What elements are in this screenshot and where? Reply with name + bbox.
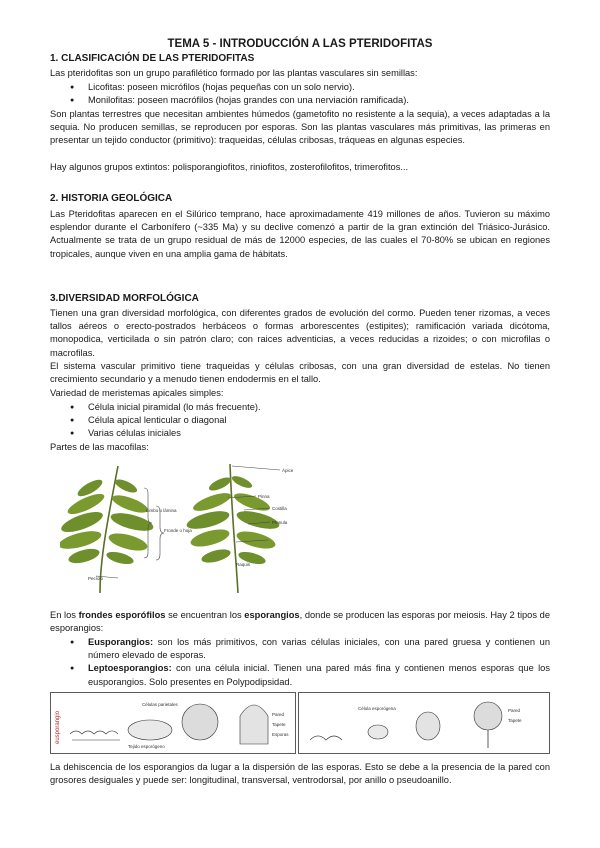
page-title: TEMA 5 - INTRODUCCIÓN A LAS PTERIDOFITAS	[167, 38, 433, 50]
leptosporangium-development-diagram	[298, 692, 550, 754]
section-2-paragraph: Las Pteridofitas aparecen en el Silúrico temprano, hace aproximadamente 419 millones de años. Tuvieron su máximo esplendor durante el Carbonífero (~335 Ma) y su declive comenzó a partir de la gran extinción del Triásico-Jurásico. Actualmente se trata de un grupo residual de más de 12000 especies, de las cuales el 70-80% se ubican en regiones tropicales, aunque viven en una amplia gama de hábitats.	[50, 209, 550, 259]
term-leptoesporangios: Leptoesporangios:	[88, 663, 172, 674]
list-item: ● Varias células iniciales	[70, 427, 550, 440]
classification-list	[70, 81, 550, 107]
term-eusporangios: Eusporangios:	[88, 637, 154, 647]
label-costilla: Costilla	[272, 506, 287, 511]
extinct-groups-text: Hay algunos grupos extintos: polisporangiofitos, riniofitos, zosterofilofitos, trimerofitos...	[50, 162, 409, 172]
label-celula-esporogena: Célula esporógena	[358, 706, 396, 711]
label-pinna: Pinna	[258, 494, 270, 499]
fern-frond-diagram	[60, 458, 320, 598]
list-item: ● Célula inicial piramidal (lo más frecuente).	[70, 401, 550, 414]
label-fronde: Fronde o hoja	[164, 528, 192, 533]
label-apice: Ápice	[282, 468, 294, 473]
diagram-side-label: eusporangio	[55, 710, 61, 744]
eusporangios-text: son los más primitivos, con varias células iniciales, con una pared gruesa y contienen un número elevado de esporas.	[88, 637, 550, 661]
label-pinnula: Pínnula	[272, 520, 288, 525]
leptoesporangios-text: con una célula inicial. Tienen una pared más fina y contienen menos esporas que los eusporangios. Solo presentes en Polypodipsidad.	[88, 663, 550, 687]
label-esporas: Esporas	[272, 732, 289, 737]
list-item: ● Licofitas: poseen micrófilos (hojas pequeñas con un solo nervio).	[70, 81, 550, 94]
sporophyll-text-1: En los	[50, 610, 79, 620]
section-1-heading: 1. CLASIFICACIÓN DE LAS PTERIDOFITAS	[50, 53, 255, 64]
label-raquis: Raquis	[236, 562, 251, 567]
list-item	[70, 636, 550, 662]
sporophyll-text-2: se encuentran los	[165, 610, 245, 620]
label-tapete-lepto: Tapete	[508, 718, 522, 723]
fern-frond-left-illustration	[60, 466, 155, 593]
sporophyll-text-3: , donde se producen las esporas por meiosis. Hay 2 tipos de esporangios:	[50, 610, 550, 634]
section-1-intro: Las pteridofitas son un grupo parafilético formado por las plantas vasculares sin semillas:	[50, 68, 418, 78]
section-2-heading: 2. HISTORIA GEOLÓGICA	[50, 193, 173, 204]
dehiscence-paragraph: La dehiscencia de los esporangios da lugar a la dispersión de las esporas. Esto se debe a la presencia de la pared con grosores desiguales y puede ser: longitudinal, transversal, ventrodorsal, por anillo o pseudoanillo.	[50, 762, 550, 786]
sporangia-types-list	[70, 636, 550, 689]
term-esporangios: esporangios	[244, 610, 300, 620]
section-1-paragraph: Son plantas terrestres que necesitan ambientes húmedos (gametofito no resistente a la sequia), a veces adaptadas a la sequia. No producen semillas, se reproducen por esporas. Son las plantas vasculares más primitivas, las primeras en presentar un tejido conductor (primitivo): traqueidas, células cribosas, tráqueas en algunas especies.	[50, 109, 550, 146]
label-tejido-esporogeno: Tejido esporógeno	[128, 744, 165, 749]
eusporangium-development-diagram	[50, 692, 296, 754]
term-frondes-esporofilos: frondes esporófilos	[78, 610, 166, 620]
fern-parts-caption: Partes de las macofilas:	[50, 442, 149, 452]
section-3-paragraph-2: El sistema vascular primitivo tiene traqueidas y células cribosas, con una gran diversidad de estelas. No tienen crecimiento secundario y a menudo tienen endodermis en el tallo.	[50, 361, 550, 385]
fern-frond-right-illustration	[185, 464, 281, 593]
list-item: ● Célula apical lenticular o diagonal	[70, 414, 550, 427]
section-3-paragraph-1: Tienen una gran diversidad morfológica, con diferentes grados de evolución del cormo. Pueden tener rizomas, a veces tallos aéreos o erecto-postrados herbáceos o formas arborescentes (estipites); ramificación variada dicótoma, monopodica, verticilada o sin patrón claro; con raices adventicias, a veces reducidas a rizoides; o con microfilas o macrofilas.	[50, 308, 550, 358]
label-tapete: Tapete	[272, 722, 286, 727]
label-pared-lepto: Pared	[508, 708, 521, 713]
meristem-intro: Variedad de meristemas apicales simples:	[50, 388, 224, 398]
list-item: ● Monilofitas: poseen macrófilos (hojas grandes con una nerviación ramificada).	[70, 94, 550, 107]
section-3-heading: 3.DIVERSIDAD MORFOLÓGICA	[50, 293, 199, 304]
sporophyll-paragraph	[50, 609, 550, 635]
label-pared: Pared	[272, 712, 285, 717]
label-celulas-parietales: Células parietales	[142, 702, 178, 707]
list-item	[70, 662, 550, 688]
meristem-list	[70, 401, 550, 441]
label-limbo: Limbo o lámina	[146, 508, 177, 513]
label-peciolo: Pecíolo	[88, 576, 104, 581]
